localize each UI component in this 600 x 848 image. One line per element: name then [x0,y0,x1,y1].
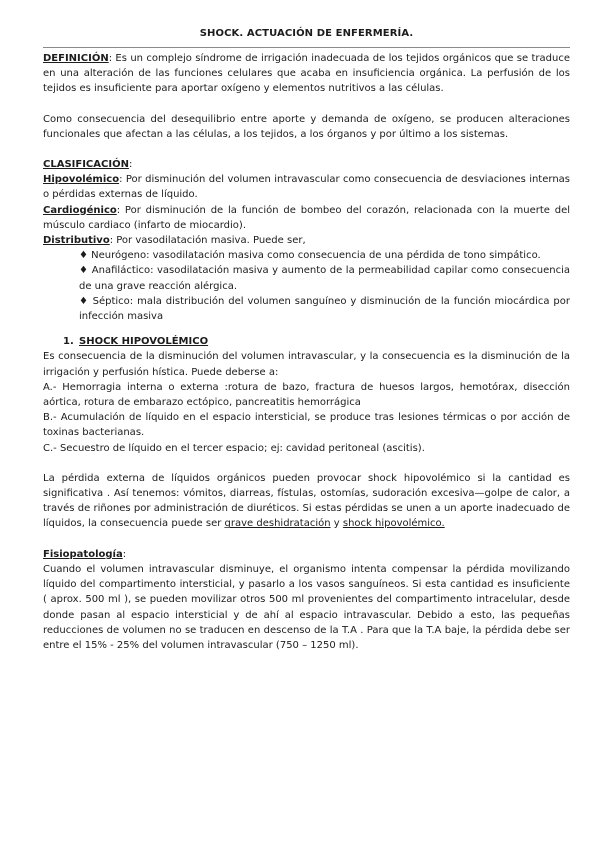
dehydration-link: grave deshidratación [224,518,331,530]
classification-colon: : [128,159,133,171]
cause-b: B.- Acumulación de líquido en el espacio intersticial, se produce tras lesiones térmicas o por acción de toxinas bacterianas. [43,412,570,439]
page-title: SHOCK. ACTUACIÓN DE ENFERMERÍA. [199,28,414,39]
cause-a: A.- Hemorragia interna o externa :rotura de bazo, fractura de huesos largos, hemotórax, disección aórtica, rotura de embarazo ectópico, pancreatitis hemorrágica [43,381,570,409]
classification-heading [43,157,570,172]
hypovolemic-label: Hipovolémico [43,174,120,186]
pathophysiology-colon: : [122,548,127,560]
cardiogenic-label: Cardiogénico [43,204,117,216]
external-loss-text: La pérdida externa de líquidos orgánicos pueden provocar shock hipovolémico si la cantidad es significativa . Así tenemos: vómitos, diarreas, fístulas, ostomías, sudoración excesiva—golpe de calor, a través de riñones por administración de diuréticos. Si estas pérdidas se unen a un aporte inadecuado de líquidos, la consecuencia puede ser [43,472,570,530]
section-intro: Es consecuencia de la disminución del volumen intravascular, y la consecuencia es la disminución de la irrigación y perfusión hística. Puede deberse a: [43,351,570,378]
cardiogenic-item [43,203,570,233]
pathophysiology-label: Fisiopatología [43,548,123,560]
distributive-label: Distributivo [43,235,110,247]
pathophysiology-text: Cuando el volumen intravascular disminuye, el organismo intenta compensar la pérdida movilizando líquido del compartimento intersticial, y pasarlo a los vasos sanguíneos. Si esta cantidad es insuficiente ( aprox. 500 ml ), se pueden movilizar otros 500 ml provenientes del compartimento intracelular, desde donde pasan al espacio intersticial y de ahí al espacio intravascular. Debido a esto, las pequeñas reducciones de volumen no se traducen en descenso de la T.A . Para que la T.A baje, la pérdida debe ser entre el 15% - 25% del volumen intravascular (750 – 1250 ml). [43,563,570,651]
distributive-item [43,233,570,248]
bullet-anaphylactic: ♦ Anafiláctico: vasodilatación masiva y aumento de la permeabilidad capilar como consecuencia de una grave reacción alérgica. [79,265,570,292]
definition-label: DEFINICIÓN [43,53,109,64]
distributive-text: : Por vasodilatación masiva. Puede ser, [109,235,306,247]
bullet-septic: ♦ Séptico: mala distribución del volumen sanguíneo y disminución de la función miocárdica por infección masiva [79,295,570,323]
classification-label: CLASIFICACIÓN [43,159,129,171]
cardiogenic-text: : Por disminución de la función de bombeo del corazón, relacionada con la muerte del músculo cardiaco (infarto de miocardio). [43,204,570,231]
hypovolemic-item [43,172,570,202]
section-heading [43,334,570,349]
hypovolemic-text: : Por disminución del volumen intravascular como consecuencia de desviaciones internas o pérdidas externas de líquido. [43,174,570,201]
and-text: y [330,518,343,530]
consequence-paragraph: Como consecuencia del desequilibrio entre aporte y demanda de oxígeno, se producen alteraciones funcionales que afectan a las células, a los tejidos, a los órganos y por último a los sistemas. [43,113,570,140]
cause-c: C.- Secuestro de líquido en el tercer espacio; ej: cavidad peritoneal (ascitis). [43,442,425,454]
pathophysiology-heading [43,547,570,562]
definition-paragraph [43,51,570,97]
external-loss-paragraph [43,471,570,532]
hypovolemic-shock-link: shock hipovolémico. [342,518,445,530]
section-title: SHOCK HIPOVOLÉMICO [79,336,209,348]
bullet-neurogenic: ♦ Neurógeno: vasodilatación masiva como consecuencia de una pérdida de tono simpático. [79,250,541,262]
definition-text: : Es un complejo síndrome de irrigación inadecuada de los tejidos orgánicos que se traduce en una alteración de las funciones celulares que acaba en insuficiencia orgánica. La perfusión de los tejidos es insuficiente para aportar oxígeno y elementos nutritivos a las células. [43,53,570,95]
section-number: 1. [63,336,74,348]
title-divider [43,47,570,48]
